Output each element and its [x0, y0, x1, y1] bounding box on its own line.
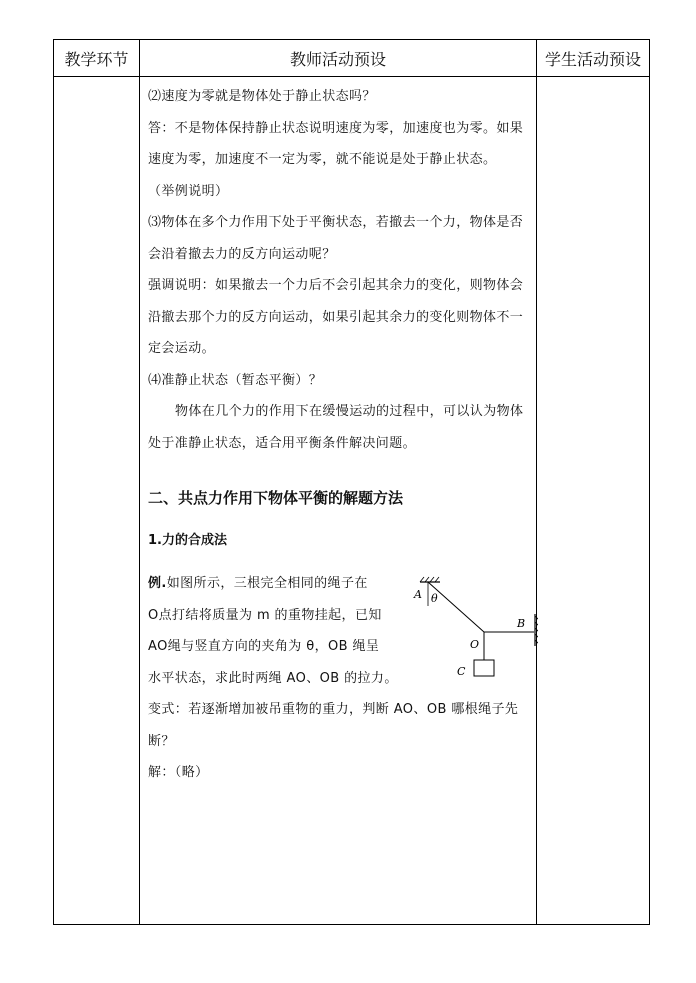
label-a: A — [414, 588, 422, 601]
section-2-title: 二、共点力作用下物体平衡的解题方法 — [148, 489, 404, 507]
header-teacher-label: 教师活动预设 — [289, 49, 386, 69]
question-4-text: 物体在几个力的作用下在缓慢运动的过程中，可以认为物体处于准静止状态，适合用平衡条件解决问题。 — [148, 404, 524, 451]
label-theta: θ — [431, 592, 438, 605]
question-2: ⑵速度为零就是物体处于静止状态吗？ — [148, 89, 376, 104]
label-c: C — [457, 665, 466, 678]
label-o: O — [470, 638, 480, 651]
ceiling-hatch — [420, 577, 439, 582]
example-label: 例. — [148, 576, 167, 591]
question-3: ⑶物体在多个力作用下处于平衡状态，若撤去一个力，物体是否会沿着撤去力的反方向运动呢？ — [148, 215, 524, 262]
header-cell-student — [537, 40, 650, 77]
header-cell-teacher — [140, 40, 537, 77]
example-line-4: 水平状态，求此时两绳 AO、OB 的拉力。 — [148, 670, 398, 686]
example-line-3: AO绳与竖直方向的夹角为 θ，OB 绳呈 — [148, 639, 380, 654]
teacher-content — [140, 77, 536, 789]
body-row — [54, 77, 650, 925]
method-1-title: 1.力的合成法 — [148, 533, 227, 548]
label-b: B — [517, 617, 526, 630]
student-activity-cell — [537, 77, 650, 925]
example-block — [148, 568, 528, 694]
rope-diagram — [410, 572, 538, 684]
stage-cell — [54, 77, 140, 925]
lesson-plan-table — [53, 39, 650, 925]
header-cell-stage — [54, 40, 140, 77]
rope-ao — [428, 582, 484, 632]
teacher-activity-cell — [140, 77, 537, 925]
question-4: ⑷准静止状态（暂态平衡）？ — [148, 372, 323, 388]
example-line-1 — [148, 568, 398, 600]
example-text — [148, 568, 398, 694]
example-line-2: O点打结将质量为 m 的重物挂起，已知 — [148, 607, 382, 623]
question-3-emphasis: 强调说明：如果撤去一个力后不会引起其余力的变化，则物体会沿撤去那个力的反方向运动，如果引起其余力的变化则物体不一定会运动。 — [148, 278, 524, 356]
example-line-1-text: 如图所示，三根完全相同的绳子在 — [166, 576, 368, 591]
solution: 解：（略） — [148, 765, 209, 780]
header-student-label: 学生活动预设 — [544, 49, 641, 69]
variant-question: 变式：若逐渐增加被吊重物的重力，判断 AO、OB 哪根绳子先断？ — [148, 702, 519, 749]
question-2-note: （举例说明） — [148, 183, 229, 199]
header-row — [54, 40, 650, 77]
question-2-answer: 答：不是物体保持静止状态说明速度为零，加速度也为零。如果速度为零，加速度不一定为零，就不能说是处于静止状态。 — [148, 120, 524, 167]
weight-box — [474, 660, 494, 676]
header-stage-label: 教学环节 — [64, 49, 129, 69]
